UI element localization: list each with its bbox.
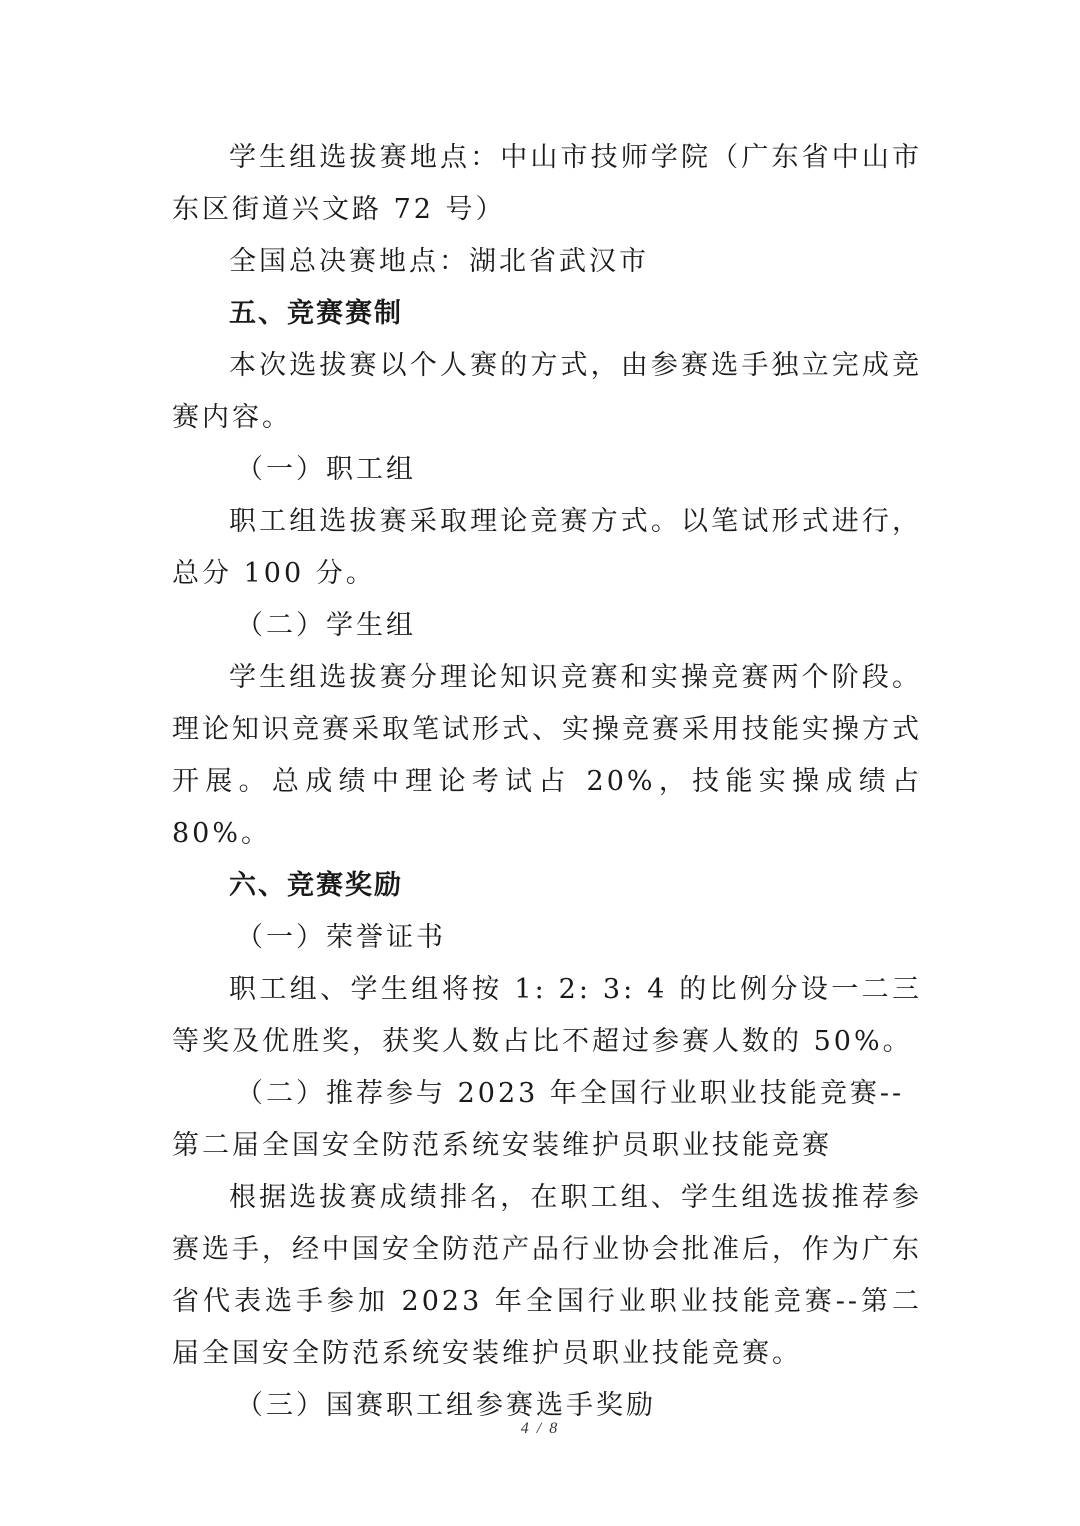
paragraph: 学生组选拔赛分理论知识竞赛和实操竞赛两个阶段。理论知识竞赛采取笔试形式、实操竞赛采用技能实操方式开展。总成绩中理论考试占 20%，技能实操成绩占 80%。 bbox=[172, 662, 922, 849]
paragraph: 学生组选拔赛地点：中山市技师学院（广东省中山市东区街道兴文路 72 号） bbox=[172, 142, 922, 225]
subsection-heading: （二）学生组 bbox=[236, 610, 416, 641]
section-heading: 五、竞赛赛制 bbox=[229, 298, 403, 329]
document-body bbox=[172, 132, 922, 1432]
subsection-heading: （二）推荐参与 2023 年全国行业职业技能竞赛--第二届全国安全防范系统安装维护员职业技能竞赛 bbox=[172, 1078, 905, 1161]
page-number: 4 / 8 bbox=[520, 1420, 560, 1437]
paragraph: 根据选拔赛成绩排名，在职工组、学生组选拔推荐参赛选手，经中国安全防范产品行业协会批准后，作为广东省代表选手参加 2023 年全国行业职业技能竞赛--第二届全国安全防范系统安装维护员职业技能竞赛。 bbox=[172, 1182, 922, 1369]
subsection-heading: （一）荣誉证书 bbox=[236, 922, 446, 953]
subsection-heading: （三）国赛职工组参赛选手奖励 bbox=[236, 1390, 656, 1421]
subsection-heading: （一）职工组 bbox=[236, 454, 416, 485]
paragraph: 本次选拔赛以个人赛的方式，由参赛选手独立完成竞赛内容。 bbox=[172, 350, 922, 433]
paragraph: 职工组、学生组将按 1: 2: 3: 4 的比例分设一二三等奖及优胜奖，获奖人数占比不超过参赛人数的 50%。 bbox=[172, 974, 922, 1057]
section-heading: 六、竞赛奖励 bbox=[229, 870, 403, 901]
paragraph: 全国总决赛地点：湖北省武汉市 bbox=[229, 246, 649, 277]
paragraph: 职工组选拔赛采取理论竞赛方式。以笔试形式进行，总分 100 分。 bbox=[172, 506, 922, 589]
